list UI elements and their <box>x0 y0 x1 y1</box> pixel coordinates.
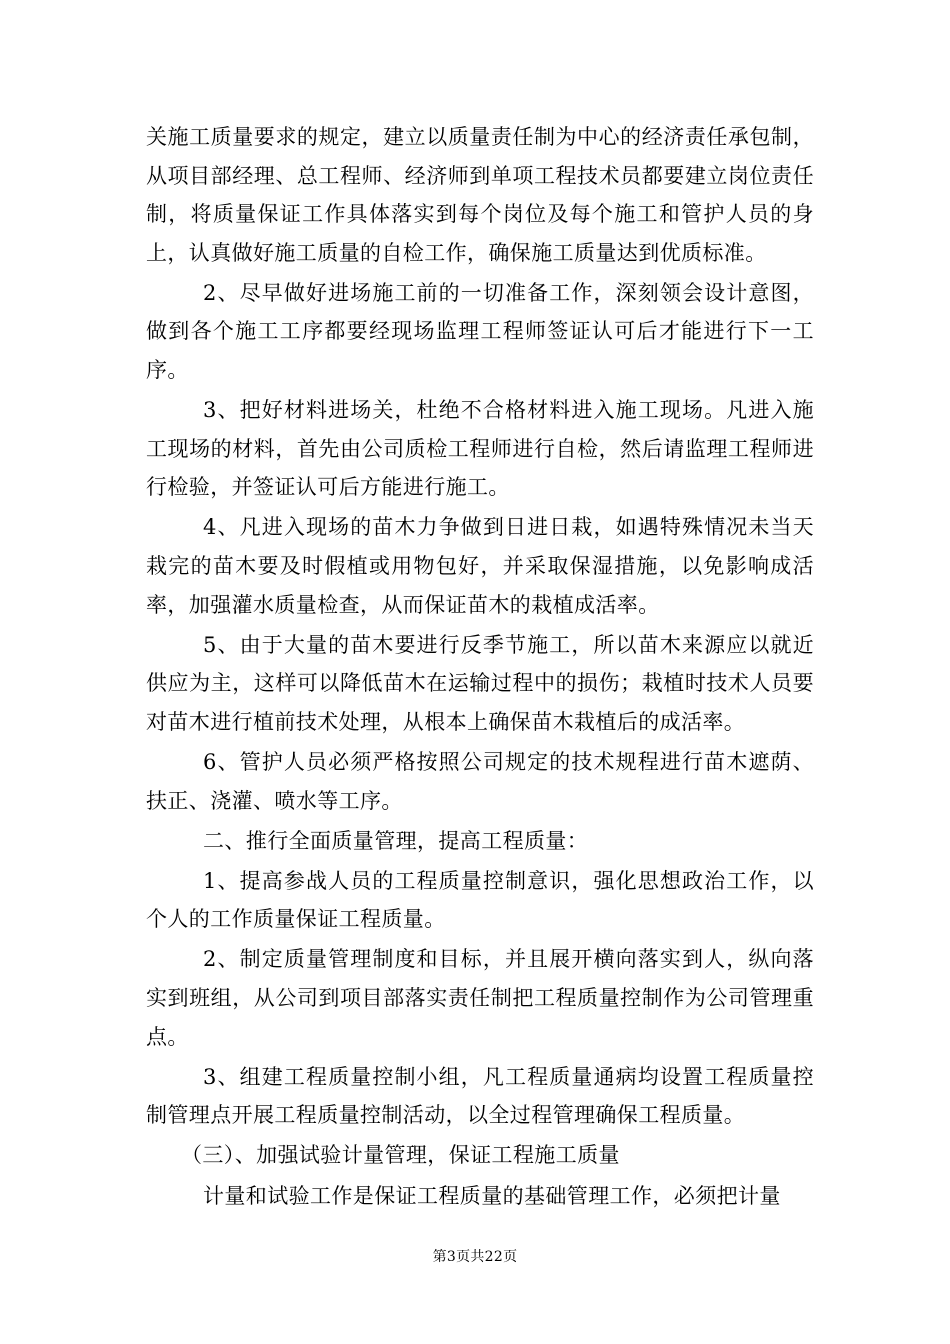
paragraph-item-5: 5、由于大量的苗木要进行反季节施工，所以苗木来源应以就近供应为主，这样可以降低苗木在运输过程中的损伤；栽植时技术人员要对苗木进行植前技术处理，从根本上确保苗木栽植后的成活率。 <box>146 632 814 734</box>
document-body <box>146 118 814 1217</box>
paragraph-item-4: 4、凡进入现场的苗木力争做到日进日栽，如遇特殊情况未当天栽完的苗木要及时假植或用物包好，并采取保湿措施，以免影响成活率，加强灌水质量检查，从而保证苗木的栽植成活率。 <box>146 515 814 617</box>
page-number-footer: 第3页共22页 <box>432 1249 518 1265</box>
paragraph-section2-item-1: 1、提高参战人员的工程质量控制意识，强化思想政治工作，以个人的工作质量保证工程质量。 <box>146 868 814 932</box>
section-heading-three: （三）、加强试验计量管理，保证工程施工质量 <box>181 1143 620 1168</box>
paragraph-section2-item-3: 3、组建工程质量控制小组，凡工程质量通病均设置工程质量控制管理点开展工程质量控制活动，以全过程管理确保工程质量。 <box>146 1064 814 1128</box>
paragraph-item-3: 3、把好材料进场关，杜绝不合格材料进入施工现场。凡进入施工现场的材料，首先由公司质检工程师进行自检，然后请监理工程师进行检验，并签证认可后方能进行施工。 <box>146 398 814 500</box>
paragraph-continuation: 关施工质量要求的规定，建立以质量责任制为中心的经济责任承包制，从项目部经理、总工程师、经济师到单项工程技术员都要建立岗位责任制，将质量保证工作具体落实到每个岗位及每个施工和管护人员的身上，认真做好施工质量的自检工作，确保施工质量达到优质标准。 <box>146 125 814 265</box>
paragraph-section3-intro: 计量和试验工作是保证工程质量的基础管理工作，必须把计量 <box>203 1183 781 1208</box>
paragraph-item-2: 2、尽早做好进场施工前的一切准备工作，深刻领会设计意图，做到各个施工工序都要经现场监理工程师签证认可后才能进行下一工序。 <box>146 280 814 383</box>
paragraph-section2-item-2: 2、制定质量管理制度和目标，并且展开横向落实到人，纵向落实到班组，从公司到项目部落实责任制把工程质量控制作为公司管理重点。 <box>146 947 814 1049</box>
paragraph-item-6: 6、管护人员必须严格按照公司规定的技术规程进行苗木遮荫、扶正、浇灌、喷水等工序。 <box>146 750 814 813</box>
section-heading-two: 二、推行全面质量管理，提高工程质量： <box>203 828 589 853</box>
